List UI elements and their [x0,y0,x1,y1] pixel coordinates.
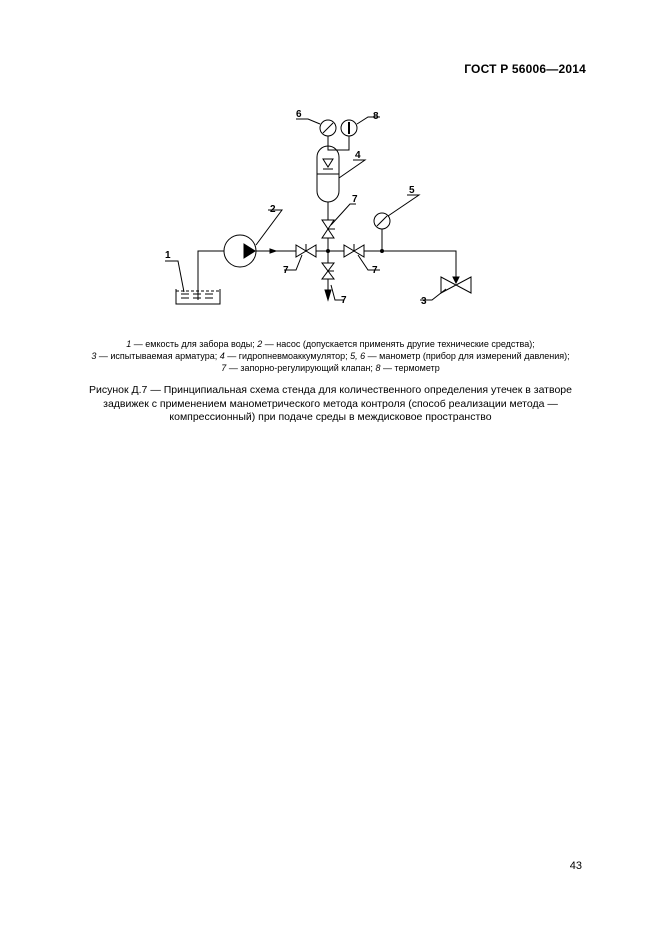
legend-line-3: 7 — запорно-регулирующий клапан; 8 — термометр [221,363,440,373]
label-valve-left: 7 [283,265,289,276]
valve-left [296,244,316,257]
manometer-6 [320,120,336,136]
label-valve-right: 7 [372,265,378,276]
label-tank: 1 [165,250,171,261]
caption-line-1: Рисунок Д.7 — Принципиальная схема стенда для количественного определения утечек в затворе [89,384,572,396]
caption-line-2: задвижек с применением манометрического метода контроля (способ реализации метода — [103,397,558,410]
label-valve-lower: 7 [341,295,347,306]
label-accumulator: 4 [355,150,361,161]
pump [224,235,256,267]
page-number: 43 [569,860,582,872]
document-header: ГОСТ Р 56006—2014 [464,62,586,76]
label-thermometer: 8 [373,111,379,122]
legend-line-1: 1 — емкость для забора воды; 2 — насос (допускается применять другие технические средства); [126,339,535,349]
valve-right [344,244,364,257]
thermometer [341,120,357,136]
caption-line-3: компрессионный) при подаче среды в междисковое пространство [169,411,492,423]
tested-valve [441,277,471,293]
accumulator [317,146,339,202]
label-manometer-5: 5 [409,185,415,196]
manometer-5 [374,213,390,251]
label-valve-upper: 7 [352,194,358,205]
test-stand-diagram [150,100,490,320]
label-tested-valve: 3 [421,296,427,307]
label-pump: 2 [270,204,276,215]
legend-line-2: 3 — испытываемая арматура; 4 — гидропневмоаккумулятор; 5, 6 — манометр (прибор для измерений давления); [91,351,570,361]
valve-lower [322,263,334,279]
figure-caption [52,384,609,425]
figure-legend [40,338,621,374]
label-manometer-6: 6 [296,109,302,120]
